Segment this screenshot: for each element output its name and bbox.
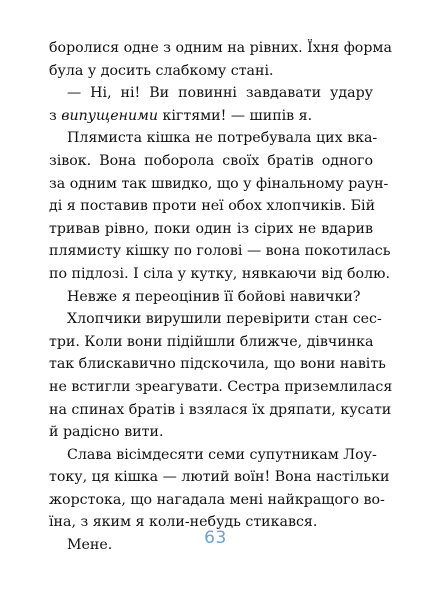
text-line: на спинах братів і взялася їх дряпати, кусати <box>49 401 392 418</box>
text-line: по підлозі. І сіла у кутку, нявкаючи від болю. <box>49 265 390 282</box>
text-line: так блискавично підскочила, що вони навіть <box>49 356 386 373</box>
text-line: жорстока, що нагадала мені найкращого во- <box>49 491 385 508</box>
text-line: току, ця кішка — лютий воїн! Вона настільки <box>49 469 390 486</box>
text-line: ді я поставив проти неї обох хлопчиків. Бій <box>49 198 376 215</box>
text-line: плямисту кішку по голові — вона покотилась <box>49 243 391 260</box>
text-line: Хлопчики вирушили перевірити стан сес- <box>67 311 382 328</box>
text-line: — Ні, ні! Ви повинні завдавати удару <box>67 85 373 102</box>
text-line: з випущеними кігтями! — шипів я. <box>49 107 313 124</box>
text-line: три. Коли вони підійшли ближче, дівчинка <box>49 333 374 350</box>
text-line: не встигли зреагувати. Сестра приземлилася <box>49 378 393 395</box>
text-line: Невже я переоцінив її бойові навички? <box>67 288 361 305</box>
text-line: Плямиста кішка не потребувала цих вка- <box>67 130 378 147</box>
page-number: 63 <box>204 528 227 548</box>
text-line: була у досить слабкому стані. <box>49 62 274 79</box>
text-line: зівок. Вона поборола своїх братів одного <box>49 152 373 169</box>
text-line: Слава вісімдесяти семи супутникам Лоу- <box>67 446 377 463</box>
body-text <box>49 37 393 557</box>
emphasized-word: випущеними <box>61 107 158 124</box>
text-line: їна, з яким я коли-небудь стикався. <box>49 514 318 531</box>
text-line: боролися одне з одним на рівних. Їхня форма <box>49 40 392 56</box>
text-line: за одним так швидко, що у фінальному раун- <box>49 175 389 192</box>
text-line: й радісно вити. <box>49 424 164 441</box>
text-line: Мене. <box>67 537 113 554</box>
text-line: тривав рівно, поки один із сірих не вдарив <box>49 220 373 237</box>
